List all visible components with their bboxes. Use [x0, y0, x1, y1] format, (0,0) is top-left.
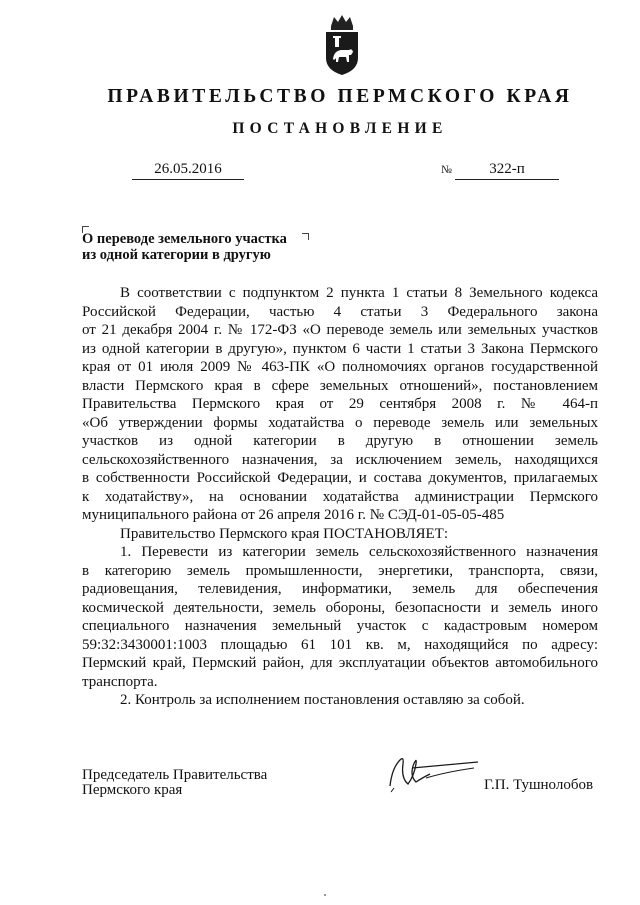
item-1-line: специального назначения земельный участок с кадастровым номером — [82, 618, 598, 634]
body-line: в собственности Российской Федерации, и состава документов, прилагаемых — [82, 470, 598, 486]
decree-line: Правительство Пермского края ПОСТАНОВЛЯЕТ: — [120, 525, 449, 542]
body-line: от 21 декабря 2004 г. № 172-ФЗ «О переводе земель или земельных участков — [82, 322, 598, 338]
item-2-line: 2. Контроль за исполнением постановления оставляю за собой. — [120, 692, 525, 708]
body-line: из одной категории в другую», пунктом 6 части 1 статьи 3 Закона Пермского — [82, 340, 598, 357]
body-line: муниципального района от 26 апреля 2016 г. № СЭД-01-05-05-485 — [82, 507, 505, 523]
signer-position — [82, 768, 267, 798]
subject-line: из одной категории в другую — [82, 247, 271, 263]
body-line: «Об утверждении формы ходатайства о переводе земель или земельных — [82, 414, 598, 431]
body-line: Российской Федерации, частью 4 статьи 3 Федерального закона — [82, 303, 598, 320]
body-line: края от 01 июля 2009 № 463-ПК «О полномочиях органов государственной — [82, 359, 598, 375]
item-1-line: Пермский край, Пермский район, для эксплуатации объектов автомобильного — [82, 655, 598, 671]
number-sign: № — [441, 164, 452, 176]
item-1-line: космической деятельности, земель обороны, безопасности и земель иного — [82, 599, 598, 616]
signer-position-line: Пермского края — [82, 782, 183, 798]
subject-line: О переводе земельного участка — [82, 231, 287, 247]
body-line: к ходатайству», на основании ходатайства администрации Пермского — [82, 488, 598, 505]
document-subject — [82, 231, 287, 263]
handwritten-signature-icon — [386, 738, 484, 794]
document-type: ПОСТАНОВЛЕНИЕ — [232, 120, 448, 137]
item-1-line: 59:32:3430001:1003 площадью 61 101 кв. м, находящийся по адресу: — [82, 636, 598, 653]
signer-name: Г.П. Тушнолобов — [484, 777, 594, 793]
document-body — [82, 284, 598, 710]
body-line: Правительства Пермского края от 29 сентября 2008 г. № 464-п — [82, 396, 598, 412]
government-title: ПРАВИТЕЛЬСТВО ПЕРМСКОГО КРАЯ — [107, 86, 573, 107]
item-1-line: 1. Перевести из категории земель сельскохозяйственного назначения — [120, 544, 598, 560]
body-line: власти Пермского края в сфере земельных отношений», постановлением — [82, 377, 598, 394]
subject-corner-mark-right — [302, 233, 309, 240]
body-line: участков из одной категории в другую в отношении земель — [82, 433, 598, 449]
item-1-line: в категорию земель промышленности, энергетики, транспорта, связи, — [82, 562, 598, 579]
item-1-line: транспорта. — [82, 673, 158, 690]
body-line: В соответствии с подпунктом 2 пункта 1 статьи 8 Земельного кодекса — [120, 285, 598, 301]
perm-krai-coat-of-arms-icon — [322, 14, 362, 76]
page-dot — [324, 894, 326, 896]
document-number: 322-п — [455, 160, 559, 180]
item-1-line: радиовещания, телевидения, информатики, земель для обеспечения — [82, 581, 598, 597]
signer-position-line: Председатель Правительства — [82, 767, 268, 783]
body-line: сельскохозяйственного назначения, за исключением земель, находящихся — [82, 451, 598, 468]
document-date: 26.05.2016 — [132, 160, 244, 180]
